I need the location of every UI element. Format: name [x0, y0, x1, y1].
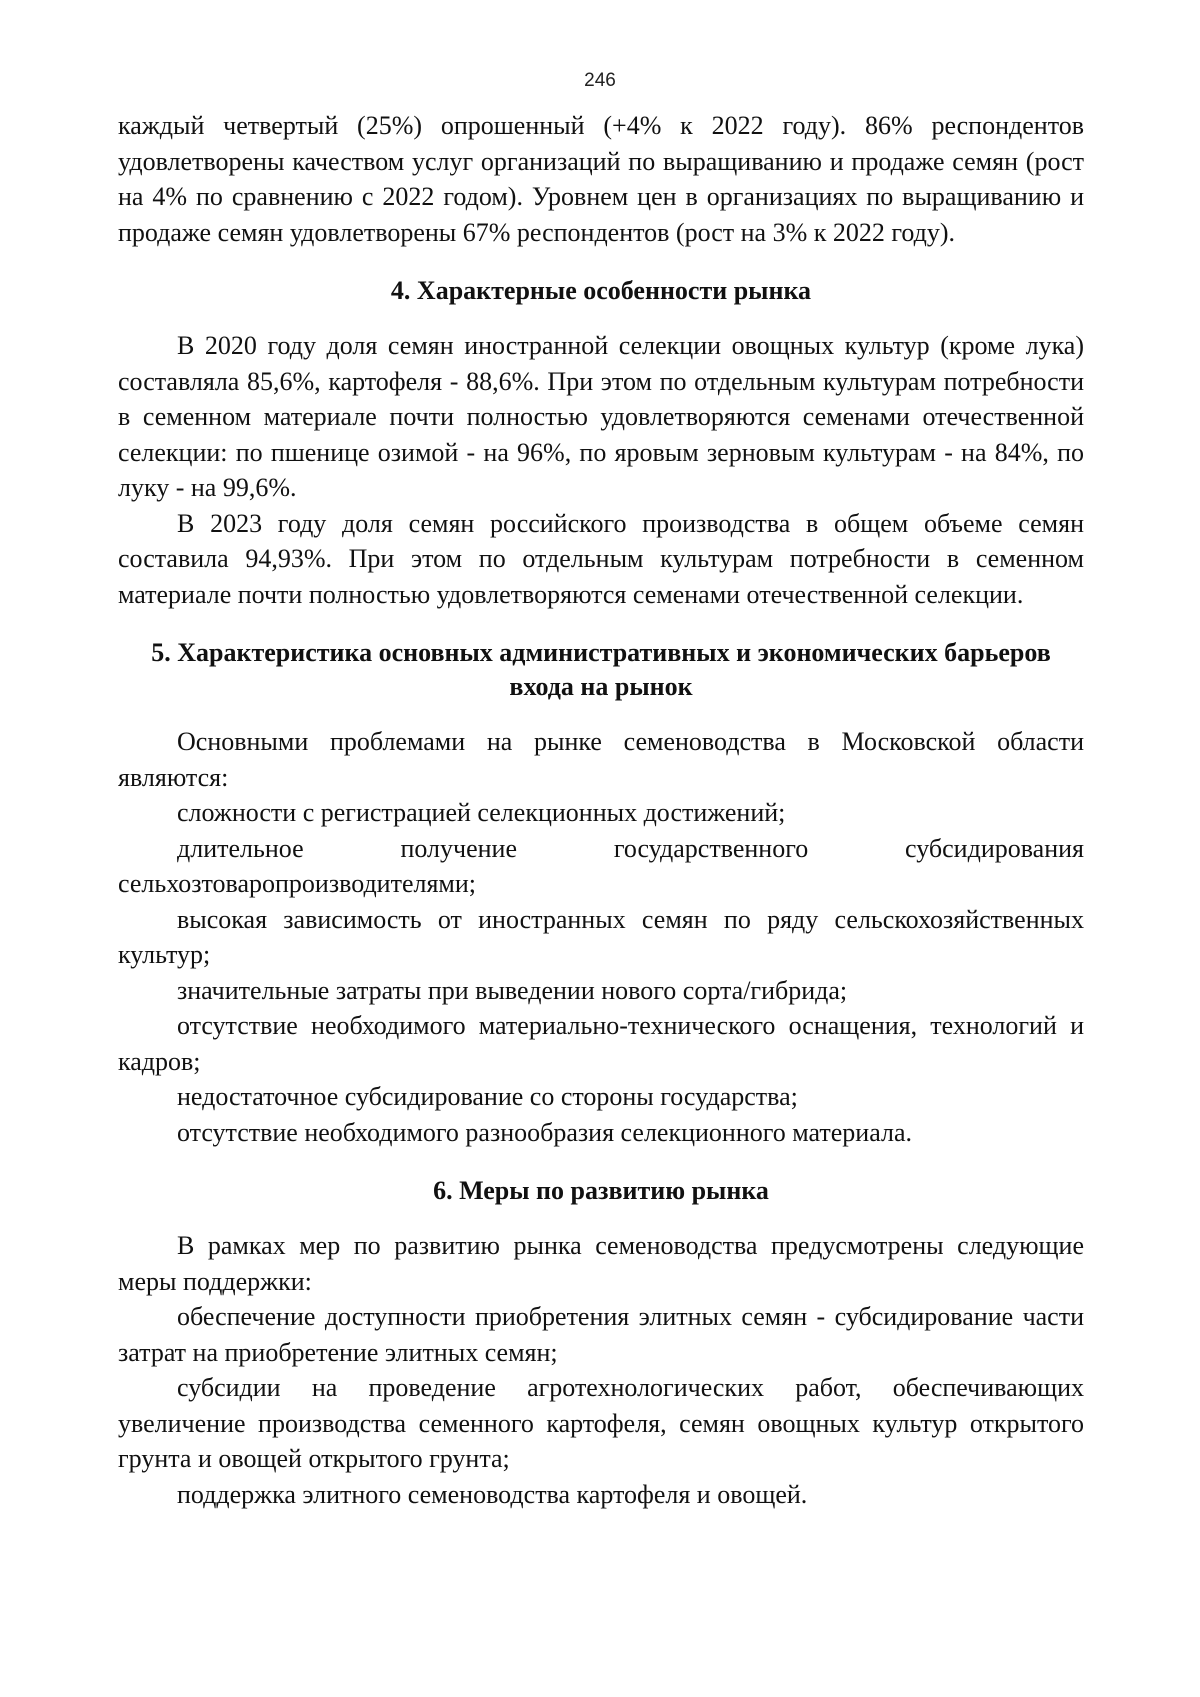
barrier-item: высокая зависимость от иностранных семян по ряду сельскохозяйственных культур;	[118, 904, 1084, 969]
page-content	[118, 108, 1084, 1512]
support-measure-item: поддержка элитного семеноводства картофеля и овощей.	[177, 1479, 808, 1509]
section-4-paragraph-1: В 2020 году доля семян иностранной селекции овощных культур (кроме лука) составляла 85,6%, картофеля - 88,6%. При этом по отдельным культурам потребности в семенном материале почти полностью удовлетворяются семенами отечественной селекции: по пшенице озимой - на 96%, по яровым зерновым культурам - на 84%, по луку - на 99,6%.	[118, 331, 1084, 502]
section-4-paragraph-2: В 2023 году доля семян российского производства в общем объеме семян составила 94,93%. При этом по отдельным культурам потребности в семенном материале почти полностью удовлетворяются семенами отечественной селекции.	[118, 508, 1084, 609]
barrier-item: отсутствие необходимого материально-технического оснащения, технологий и кадров;	[118, 1011, 1084, 1076]
intro-paragraph: каждый четвертый (25%) опрошенный (+4% к 2022 году). 86% респондентов удовлетворены качеством услуг организаций по выращиванию и продаже семян (рост на 4% по сравнению с 2022 годом). Уровнем цен в организациях по выращиванию и продаже семян удовлетворены 67% респондентов (рост на 3% к 2022 году).	[118, 111, 1084, 247]
barrier-item: длительное получение государственного субсидирования сельхозтоваропроизводителями;	[118, 833, 1084, 898]
section-5-heading-line-1: 5. Характеристика основных административных и экономических барьеров	[151, 638, 1051, 667]
section-4-heading: 4. Характерные особенности рынка	[390, 276, 812, 305]
section-6-paragraph-1: В рамках мер по развитию рынка семеноводства предусмотрены следующие меры поддержки:	[118, 1231, 1084, 1296]
section-6-heading: 6. Меры по развитию рынка	[433, 1176, 769, 1205]
support-measure-item: субсидии на проведение агротехнологических работ, обеспечивающих увеличение производства семенного картофеля, семян овощных культур открытого грунта и овощей открытого грунта;	[118, 1373, 1084, 1473]
section-5-heading	[118, 636, 1084, 704]
barrier-item: отсутствие необходимого разнообразия селекционного материала.	[177, 1117, 913, 1147]
section-5-heading-line-2: входа на рынок	[509, 672, 693, 701]
section-5-paragraph-1: Основными проблемами на рынке семеноводства в Московской области являются:	[118, 727, 1084, 792]
barrier-item: недостаточное субсидирование со стороны государства;	[177, 1082, 798, 1111]
barrier-item: значительные затраты при выведении нового сорта/гибрида;	[177, 975, 848, 1005]
page-number: 246	[584, 70, 616, 91]
support-measure-item: обеспечение доступности приобретения элитных семян - субсидирование части затрат на приобретение элитных семян;	[118, 1302, 1084, 1367]
barrier-item: сложности с регистрацией селекционных достижений;	[177, 798, 786, 827]
